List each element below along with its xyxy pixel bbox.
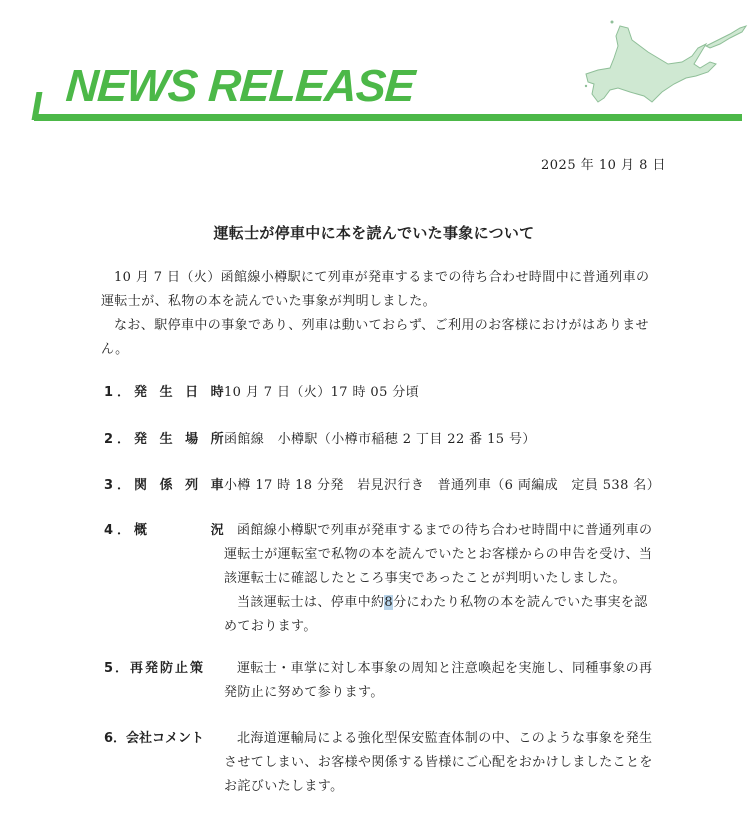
- highlighted-text[interactable]: 8: [384, 595, 394, 610]
- item-text: 当該運転士は、停車中約8分にわたり私物の本を読んでいた事実を認めております。: [224, 595, 648, 634]
- item-text: 函館線小樽駅で列車が発車するまでの待ち合わせ時間中に普通列車の運転士が運転室で私物の本を読んでいたとお客様からの申告を受け、当該運転士に確認したところ事実であったことが判明いたしました。: [224, 523, 653, 586]
- header-divider: [34, 114, 742, 121]
- item-text: 北海道運輸局による強化型保安監査体制の中、このような事象を発生させてしまい、お客様や関係する皆様にご心配をおかけしましたことをお詫びいたします。: [224, 731, 653, 794]
- intro-paragraph: 10 月 7 日（火）函館線小樽駅にて列車が発車するまでの待ち合わせ時間中に普通列車の運転士が、私物の本を読んでいた事象が判明しました。: [101, 270, 650, 309]
- document-title: 運転士が停車中に本を読んでいた事象について: [213, 224, 535, 242]
- item-label: 6．会社コメント: [104, 731, 205, 746]
- release-date: 2025 年 10 月 8 日: [541, 158, 667, 173]
- item-text: 10 月 7 日（火）17 時 05 分頃: [224, 385, 420, 400]
- news-release-title: NEWS RELEASE: [64, 60, 416, 111]
- item-label: 2．発 生 場 所: [104, 432, 228, 447]
- intro-paragraph: なお、駅停車中の事象であり、列車は動いておらず、ご利用のお客様におけがはありません。: [101, 318, 649, 357]
- news-release-header: [0, 0, 748, 130]
- item-label: 5．再発防止策: [104, 661, 206, 676]
- item-label: 3．関 係 列 車: [104, 478, 228, 493]
- hokkaido-map-icon: [570, 18, 748, 113]
- item-text: 函館線 小樽駅（小樽市稲穂 2 丁目 22 番 15 号）: [224, 432, 536, 447]
- item-text: 小樽 17 時 18 分発 岩見沢行き 普通列車（6 両編成 定員 538 名）: [224, 478, 661, 493]
- item-text: 運転士・車掌に対し本事象の周知と注意喚起を実施し、同種事象の再発防止に努めて参ります。: [224, 661, 653, 700]
- intro-section: [101, 266, 651, 362]
- item-label: 1．発 生 日 時: [104, 385, 228, 400]
- item-label: 4．概 況: [104, 523, 228, 538]
